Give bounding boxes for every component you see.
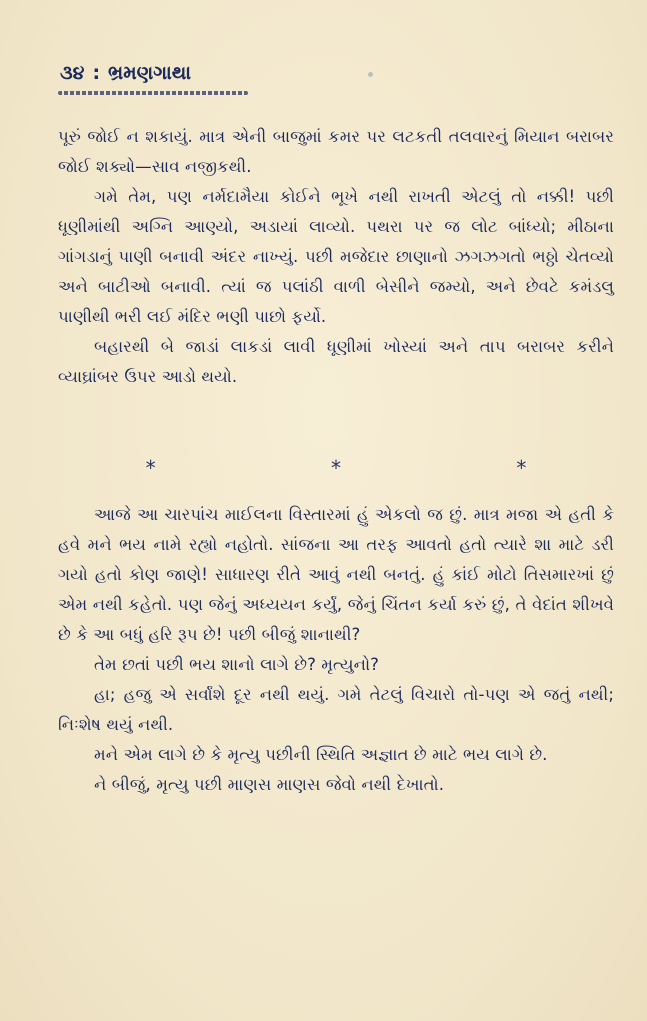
paragraph-6: હા; હજુ એ સર્વાંશે દૂર નથી થયું. ગમે તેટલું વિચારો તો-પણ એ જતું નથી; નિઃશેષ થયું નથી. (58, 685, 614, 734)
paragraph-4: આજે આ ચારપાંચ માઈલના વિસ્તારમાં હું એકલો જ છું. માત્ર મજા એ હતી કે હવે મને ભય નામે રહ્યો નહોતો. સાંજના આ તરફ આવતો હતો ત્યારે શા માટે ડરી ગયો હતો કોણ જાણે! સાધારણ રીતે આવું નથી બનતું. હું કાંઈ મોટો તિસમારખાં છું એમ નથી કહેતો. પણ જેનું અધ્યયન કર્યું, જેનું ચિંતન કર્યા કરું છું, તે વેદાંત શીખવે છે કે આ બધું હરિ રૂપ છે! પછી બીજું શાનાથી? (58, 505, 614, 644)
running-header (60, 62, 191, 84)
section-two (58, 500, 614, 800)
book-title: ભ્રમણગાથા (108, 62, 191, 84)
paragraph-3: બહારથી બે જાડાં લાકડાં લાવી ધૂણીમાં ખોસ્યાં અને તાપ બરાબર કરીને વ્યાઘ્રાંબર ઉપર આડો થયો. (58, 337, 614, 386)
star-1: * (145, 456, 156, 480)
paragraph-7: મને એમ લાગે છે કે મૃત્યુ પછીની સ્થિતિ અજ્ઞાત છે માટે ભય લાગે છે. (94, 745, 548, 764)
header-separator: : (92, 62, 101, 84)
print-speck (368, 72, 373, 77)
paragraph-1: પૂરું જોઈ ન શકાયું. માત્ર એની બાજુમાં કમર પર લટકતી તલવારનું મિયાન બરાબર જોઈ શક્યો—સાવ નજીકથી. (58, 127, 614, 176)
page-number: ૩૪ (60, 62, 85, 84)
paragraph-2: ગમે તેમ, પણ નર્મદામૈયા કોઈને ભૂખે નથી રાખતી એટલું તો નક્કી! પછી ધૂણીમાંથી અગ્નિ આણ્યો, અડાયાં લાવ્યો. પથરા પર જ લોટ બાંધ્યો; મીઠાના ગાંગડાનું પાણી બનાવી અંદર નાખ્યું. પછી મજેદાર છાણાનો ઝગઝગતો ભઠ્ઠો ચેતવ્યો અને બાટીઓ બનાવી. ત્યાં જ પલાંઠી વાળી બેસીને જમ્યો, અને છેવટે કમંડલુ પાણીથી ભરી લઈ મંદિર ભણી પાછો ફર્યો. (58, 187, 614, 326)
section-one (58, 122, 614, 392)
paragraph-5: તેમ છતાં પછી ભય શાનો લાગે છે? મૃત્યુનો? (94, 655, 380, 674)
section-break-stars (58, 456, 614, 480)
star-3: * (516, 456, 527, 480)
paragraph-8: ને બીજું, મૃત્યુ પછી માણસ માણસ જેવો નથી દેખાતો. (94, 775, 445, 794)
star-2: * (330, 456, 341, 480)
header-underline-rule (58, 91, 248, 95)
